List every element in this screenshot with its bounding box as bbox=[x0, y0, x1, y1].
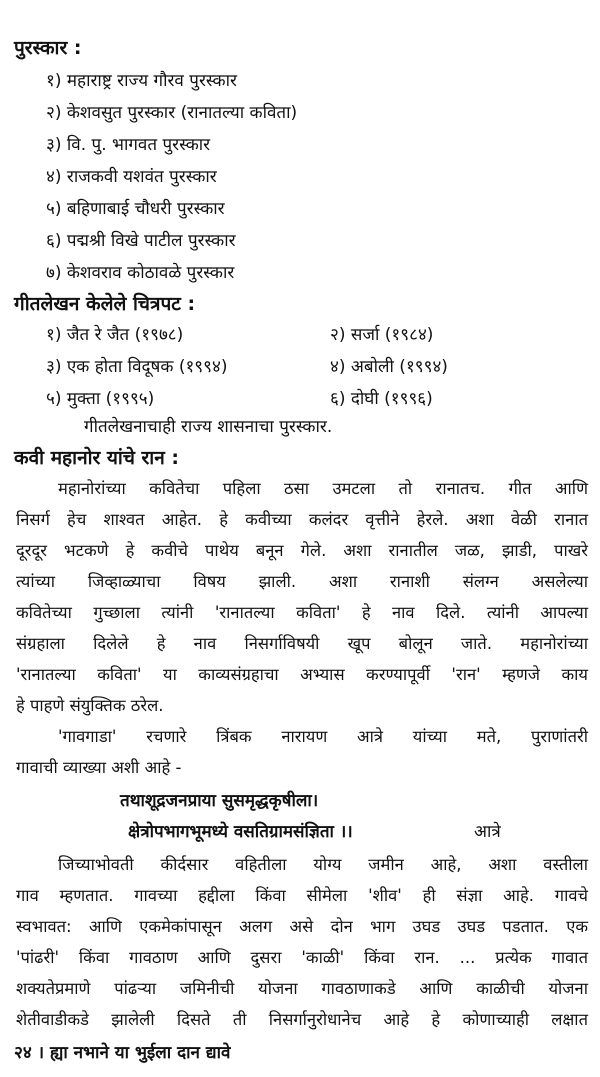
sanskrit-verse: क्षेत्रोपभागभूमध्ये वसतिग्रामसंज्ञिता ।। bbox=[128, 822, 353, 842]
films-note: गीतलेखनाचाही राज्य शासनाचा पुरस्कार. bbox=[84, 417, 333, 437]
film-item: ३) एक होता विदूषक (१९९४) bbox=[46, 357, 228, 377]
award-item: २) केशवसुत पुरस्कार (रानातल्या कविता) bbox=[46, 103, 298, 123]
paragraph-line: गावाची व्याख्या अशी आहे - bbox=[16, 758, 182, 777]
paragraph-line: शक्यतेप्रमाणे पांढऱ्या जमिनीची योजना गावठाणाकडे आणि काळीची योजना bbox=[16, 979, 588, 998]
film-item: १) जैत रे जैत (१९७८) bbox=[46, 325, 184, 345]
paragraph-line: 'गावगाडा' रचणारे त्रिंबक नारायण आत्रे यांच्या मते, पुराणांतरी bbox=[58, 727, 588, 746]
paragraph-line: गाव म्हणतात. गावच्या हद्दीला किंवा सीमेला 'शीव' ही संज्ञा आहे. गावचे bbox=[16, 886, 588, 905]
sanskrit-verse: तथाशूद्रजनप्राया सुसमृद्धकृषीला। bbox=[120, 791, 319, 811]
page-footer: २४ । ह्या नभाने या भुईला दान द्यावे bbox=[14, 1043, 231, 1063]
films-heading: गीतलेखन केलेले चित्रपट : bbox=[14, 293, 196, 315]
section-heading: कवी महानोर यांचे रान : bbox=[14, 447, 179, 469]
film-item: ६) दोघी (१९९६) bbox=[330, 389, 433, 409]
award-item: ६) पद्मश्री विखे पाटील पुरस्कार bbox=[46, 231, 236, 251]
paragraph-line: संग्रहाला दिलेले हे नाव निसर्गाविषयी खूप बोलून जाते. महानोरांच्या bbox=[16, 634, 588, 653]
film-item: ५) मुक्ता (१९९५) bbox=[46, 389, 155, 409]
paragraph-line: शेतीवाडीकडे झालेली दिसते ती निसर्गानुरोधानेच आहे हे कोणाच्याही लक्षात bbox=[16, 1010, 588, 1029]
paragraph-line: त्यांच्या जिव्हाळ्याचा विषय झाली. अशा रानाशी संलग्न असलेल्या bbox=[16, 572, 588, 591]
film-item: ४) अबोली (१९९४) bbox=[330, 357, 448, 377]
paragraph-line: जिच्याभोवती कीर्दसार वहितीला योग्य जमीन आहे, अशा वस्तीला bbox=[58, 855, 588, 874]
award-item: ४) राजकवी यशवंत पुरस्कार bbox=[46, 167, 217, 187]
paragraph-line: कवितेच्या गुच्छाला त्यांनी 'रानातल्या कविता' हे नाव दिले. त्यांनी आपल्या bbox=[16, 603, 588, 622]
paragraph-line: 'पांढरी' किंवा गावठाण आणि दुसरा 'काळी' किंवा रान. ... प्रत्येक गावात bbox=[16, 948, 588, 967]
paragraph-line: महानोरांच्या कवितेचा पहिला ठसा उमटला तो रानातच. गीत आणि bbox=[58, 479, 588, 498]
award-item: ५) बहिणाबाई चौधरी पुरस्कार bbox=[46, 199, 225, 219]
verse-attribution: आत्रे bbox=[474, 822, 501, 842]
paragraph-line: दूरदूर भटकणे हे कवीचे पाथेय बनून गेले. अशा रानातील जळ, झाडी, पाखरे bbox=[16, 541, 588, 560]
paragraph-line: हे पाहणे संयुक्तिक ठरेल. bbox=[16, 696, 164, 715]
award-item: ७) केशवराव कोठावळे पुरस्कार bbox=[46, 263, 235, 283]
film-item: २) सर्जा (१९८४) bbox=[330, 325, 434, 345]
awards-heading: पुरस्कार : bbox=[14, 37, 82, 59]
paragraph-line: स्वभावत: आणि एकमेकांपासून अलग असे दोन भाग उघड उघड पडतात. एक bbox=[16, 917, 588, 936]
award-item: ३) वि. पु. भागवत पुरस्कार bbox=[46, 135, 211, 155]
paragraph-line: 'रानातल्या कविता' या काव्यसंग्रहाचा अभ्यास करण्यापूर्वी 'रान' म्हणजे काय bbox=[16, 665, 588, 684]
award-item: १) महाराष्ट्र राज्य गौरव पुरस्कार bbox=[46, 71, 237, 91]
paragraph-line: निसर्ग हेच शाश्वत आहेत. हे कवीच्या कलंदर वृत्तीने हेरले. अशा वेळी रानात bbox=[16, 510, 588, 529]
